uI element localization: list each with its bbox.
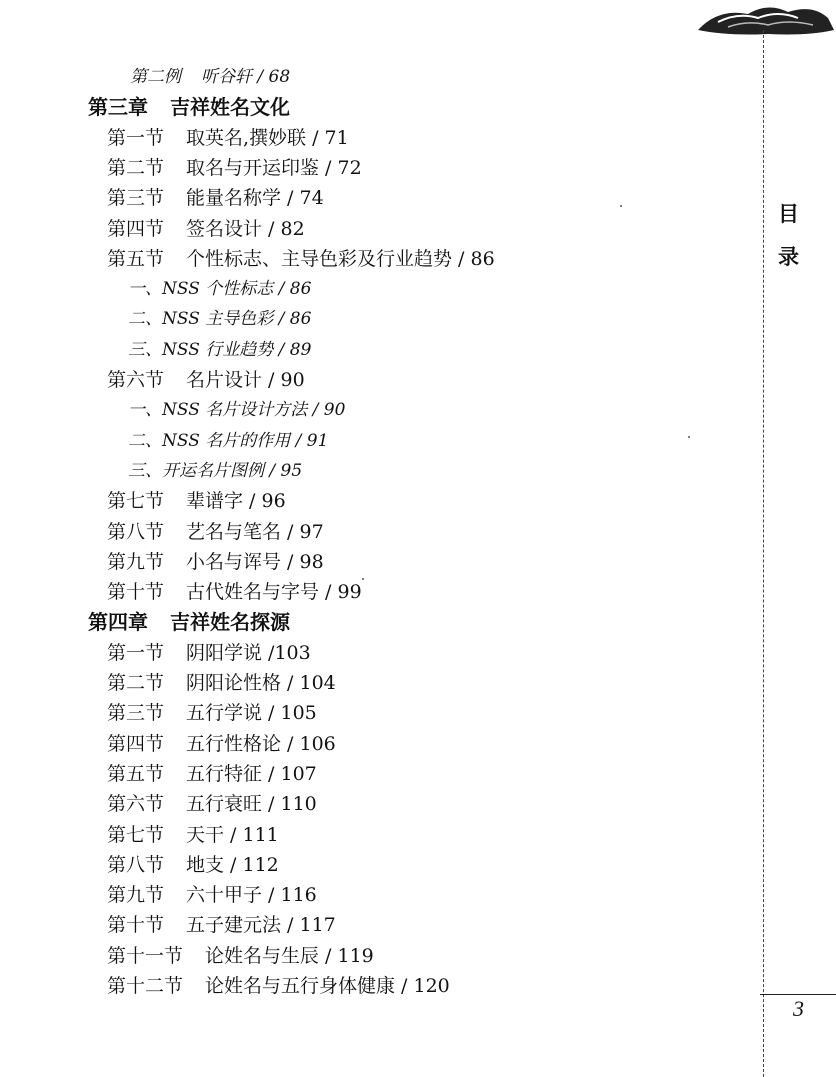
- toc-section[interactable]: [107, 820, 279, 850]
- toc-label: 第七节: [107, 823, 165, 846]
- toc-title: 一、NSS 个性标志 / 86: [128, 279, 312, 300]
- side-title-char-1: 目: [778, 202, 799, 226]
- toc-subitem[interactable]: [128, 426, 328, 456]
- toc-title: 辈谱字 / 96: [186, 490, 286, 513]
- toc-subitem[interactable]: [128, 304, 311, 334]
- toc-label: 第八节: [107, 520, 165, 543]
- toc-title: 听谷轩 / 68: [201, 67, 291, 87]
- toc-label: 第二节: [107, 156, 165, 179]
- toc-label: 第四节: [107, 217, 165, 240]
- toc-subitem[interactable]: [128, 274, 311, 304]
- toc-chapter[interactable]: [88, 92, 290, 122]
- toc-label: 第三节: [107, 702, 165, 725]
- margin-dashed-rule: [763, 30, 764, 1077]
- toc-section[interactable]: [107, 365, 305, 395]
- toc-title: 取英名,撰妙联 / 71: [186, 126, 349, 149]
- toc-title: 古代姓名与字号 / 99: [186, 581, 362, 604]
- toc-section[interactable]: [107, 638, 311, 668]
- toc-title: 二、NSS 主导色彩 / 86: [128, 309, 312, 330]
- toc-section[interactable]: [107, 698, 317, 728]
- toc-label: 第一节: [107, 126, 165, 149]
- toc-title: 六十甲子 / 116: [186, 884, 317, 907]
- toc-title: 阴阳学说 /103: [186, 641, 311, 664]
- scan-speck: [620, 205, 622, 207]
- toc-title: 小名与诨号 / 98: [186, 550, 324, 573]
- toc-label: 第十一节: [107, 944, 184, 967]
- page-number-rule: [760, 994, 836, 995]
- toc-section[interactable]: [107, 850, 279, 880]
- toc-label: 第六节: [107, 369, 165, 391]
- toc-label: 第三章: [88, 95, 148, 120]
- toc-title: 论姓名与生辰 / 119: [205, 944, 374, 967]
- toc-title: 论姓名与五行身体健康 / 120: [205, 975, 450, 997]
- toc-section[interactable]: [107, 517, 324, 547]
- toc-title: 取名与开运印鉴 / 72: [186, 156, 362, 179]
- toc-section[interactable]: [107, 668, 336, 698]
- toc-section[interactable]: [107, 759, 317, 789]
- toc-label: 第九节: [107, 550, 165, 573]
- toc-label: 第二例: [130, 67, 181, 87]
- toc-label: 第三节: [107, 187, 165, 210]
- toc-title: 五行特征 / 107: [186, 762, 317, 785]
- toc-title: 三、开运名片图例 / 95: [128, 460, 303, 481]
- toc-section[interactable]: [107, 153, 362, 183]
- toc-subitem[interactable]: [128, 395, 345, 425]
- toc-section[interactable]: [107, 214, 305, 244]
- toc-label: 第五节: [107, 762, 165, 785]
- toc-title: 个性标志、主导色彩及行业趋势 / 86: [186, 247, 495, 270]
- toc-title: 签名设计 / 82: [186, 217, 305, 240]
- toc-section[interactable]: [107, 486, 286, 516]
- toc-title: 地支 / 112: [186, 853, 279, 876]
- toc-label: 第五节: [107, 247, 165, 270]
- toc-title: 吉祥姓名文化: [170, 95, 290, 120]
- toc-title: 五行衰旺 / 110: [186, 793, 317, 816]
- toc-label: 第四章: [88, 610, 148, 635]
- toc-label: 第九节: [107, 884, 165, 907]
- toc-section[interactable]: [107, 547, 324, 577]
- toc-section[interactable]: [107, 971, 450, 1001]
- toc-section[interactable]: [107, 183, 324, 213]
- toc-title: 阴阳论性格 / 104: [186, 672, 336, 694]
- toc-title: 五行性格论 / 106: [186, 732, 336, 755]
- toc-title: 天干 / 111: [186, 823, 279, 846]
- toc-title: 吉祥姓名探源: [170, 610, 290, 635]
- toc-subitem[interactable]: [128, 456, 302, 486]
- toc-label: 第二节: [107, 672, 165, 694]
- toc-section[interactable]: [107, 880, 317, 910]
- toc-section[interactable]: [107, 244, 495, 274]
- toc-title: 五子建元法 / 117: [186, 914, 336, 937]
- toc-chapter[interactable]: [88, 607, 290, 637]
- page-number: 3: [793, 996, 804, 1021]
- side-title-char-2: 录: [778, 245, 799, 269]
- toc-example[interactable]: [130, 62, 290, 92]
- toc-section[interactable]: [107, 729, 336, 759]
- toc-section[interactable]: [107, 941, 374, 971]
- scan-speck: [362, 578, 364, 580]
- toc-title: 能量名称学 / 74: [186, 187, 324, 210]
- toc-section[interactable]: [107, 789, 317, 819]
- toc-label: 第十节: [107, 581, 165, 604]
- toc-section[interactable]: [107, 123, 349, 153]
- toc-title: 五行学说 / 105: [186, 702, 317, 725]
- toc-title: 艺名与笔名 / 97: [186, 520, 324, 543]
- toc-label: 第七节: [107, 490, 165, 513]
- toc-title: 三、NSS 行业趋势 / 89: [128, 339, 312, 360]
- toc-subitem[interactable]: [128, 335, 311, 365]
- toc-section[interactable]: [107, 577, 362, 607]
- header-ornament: [688, 0, 836, 40]
- toc-label: 第八节: [107, 853, 165, 876]
- toc-label: 第四节: [107, 732, 165, 755]
- toc-label: 第六节: [107, 793, 165, 816]
- toc-title: 二、NSS 名片的作用 / 91: [128, 430, 329, 451]
- toc-label: 第一节: [107, 641, 165, 664]
- toc-title: 名片设计 / 90: [186, 369, 305, 391]
- toc-label: 第十节: [107, 914, 165, 937]
- toc-section[interactable]: [107, 910, 336, 940]
- toc-label: 第十二节: [107, 975, 184, 997]
- scan-speck: [688, 436, 690, 438]
- toc-title: 一、NSS 名片设计方法 / 90: [128, 400, 346, 421]
